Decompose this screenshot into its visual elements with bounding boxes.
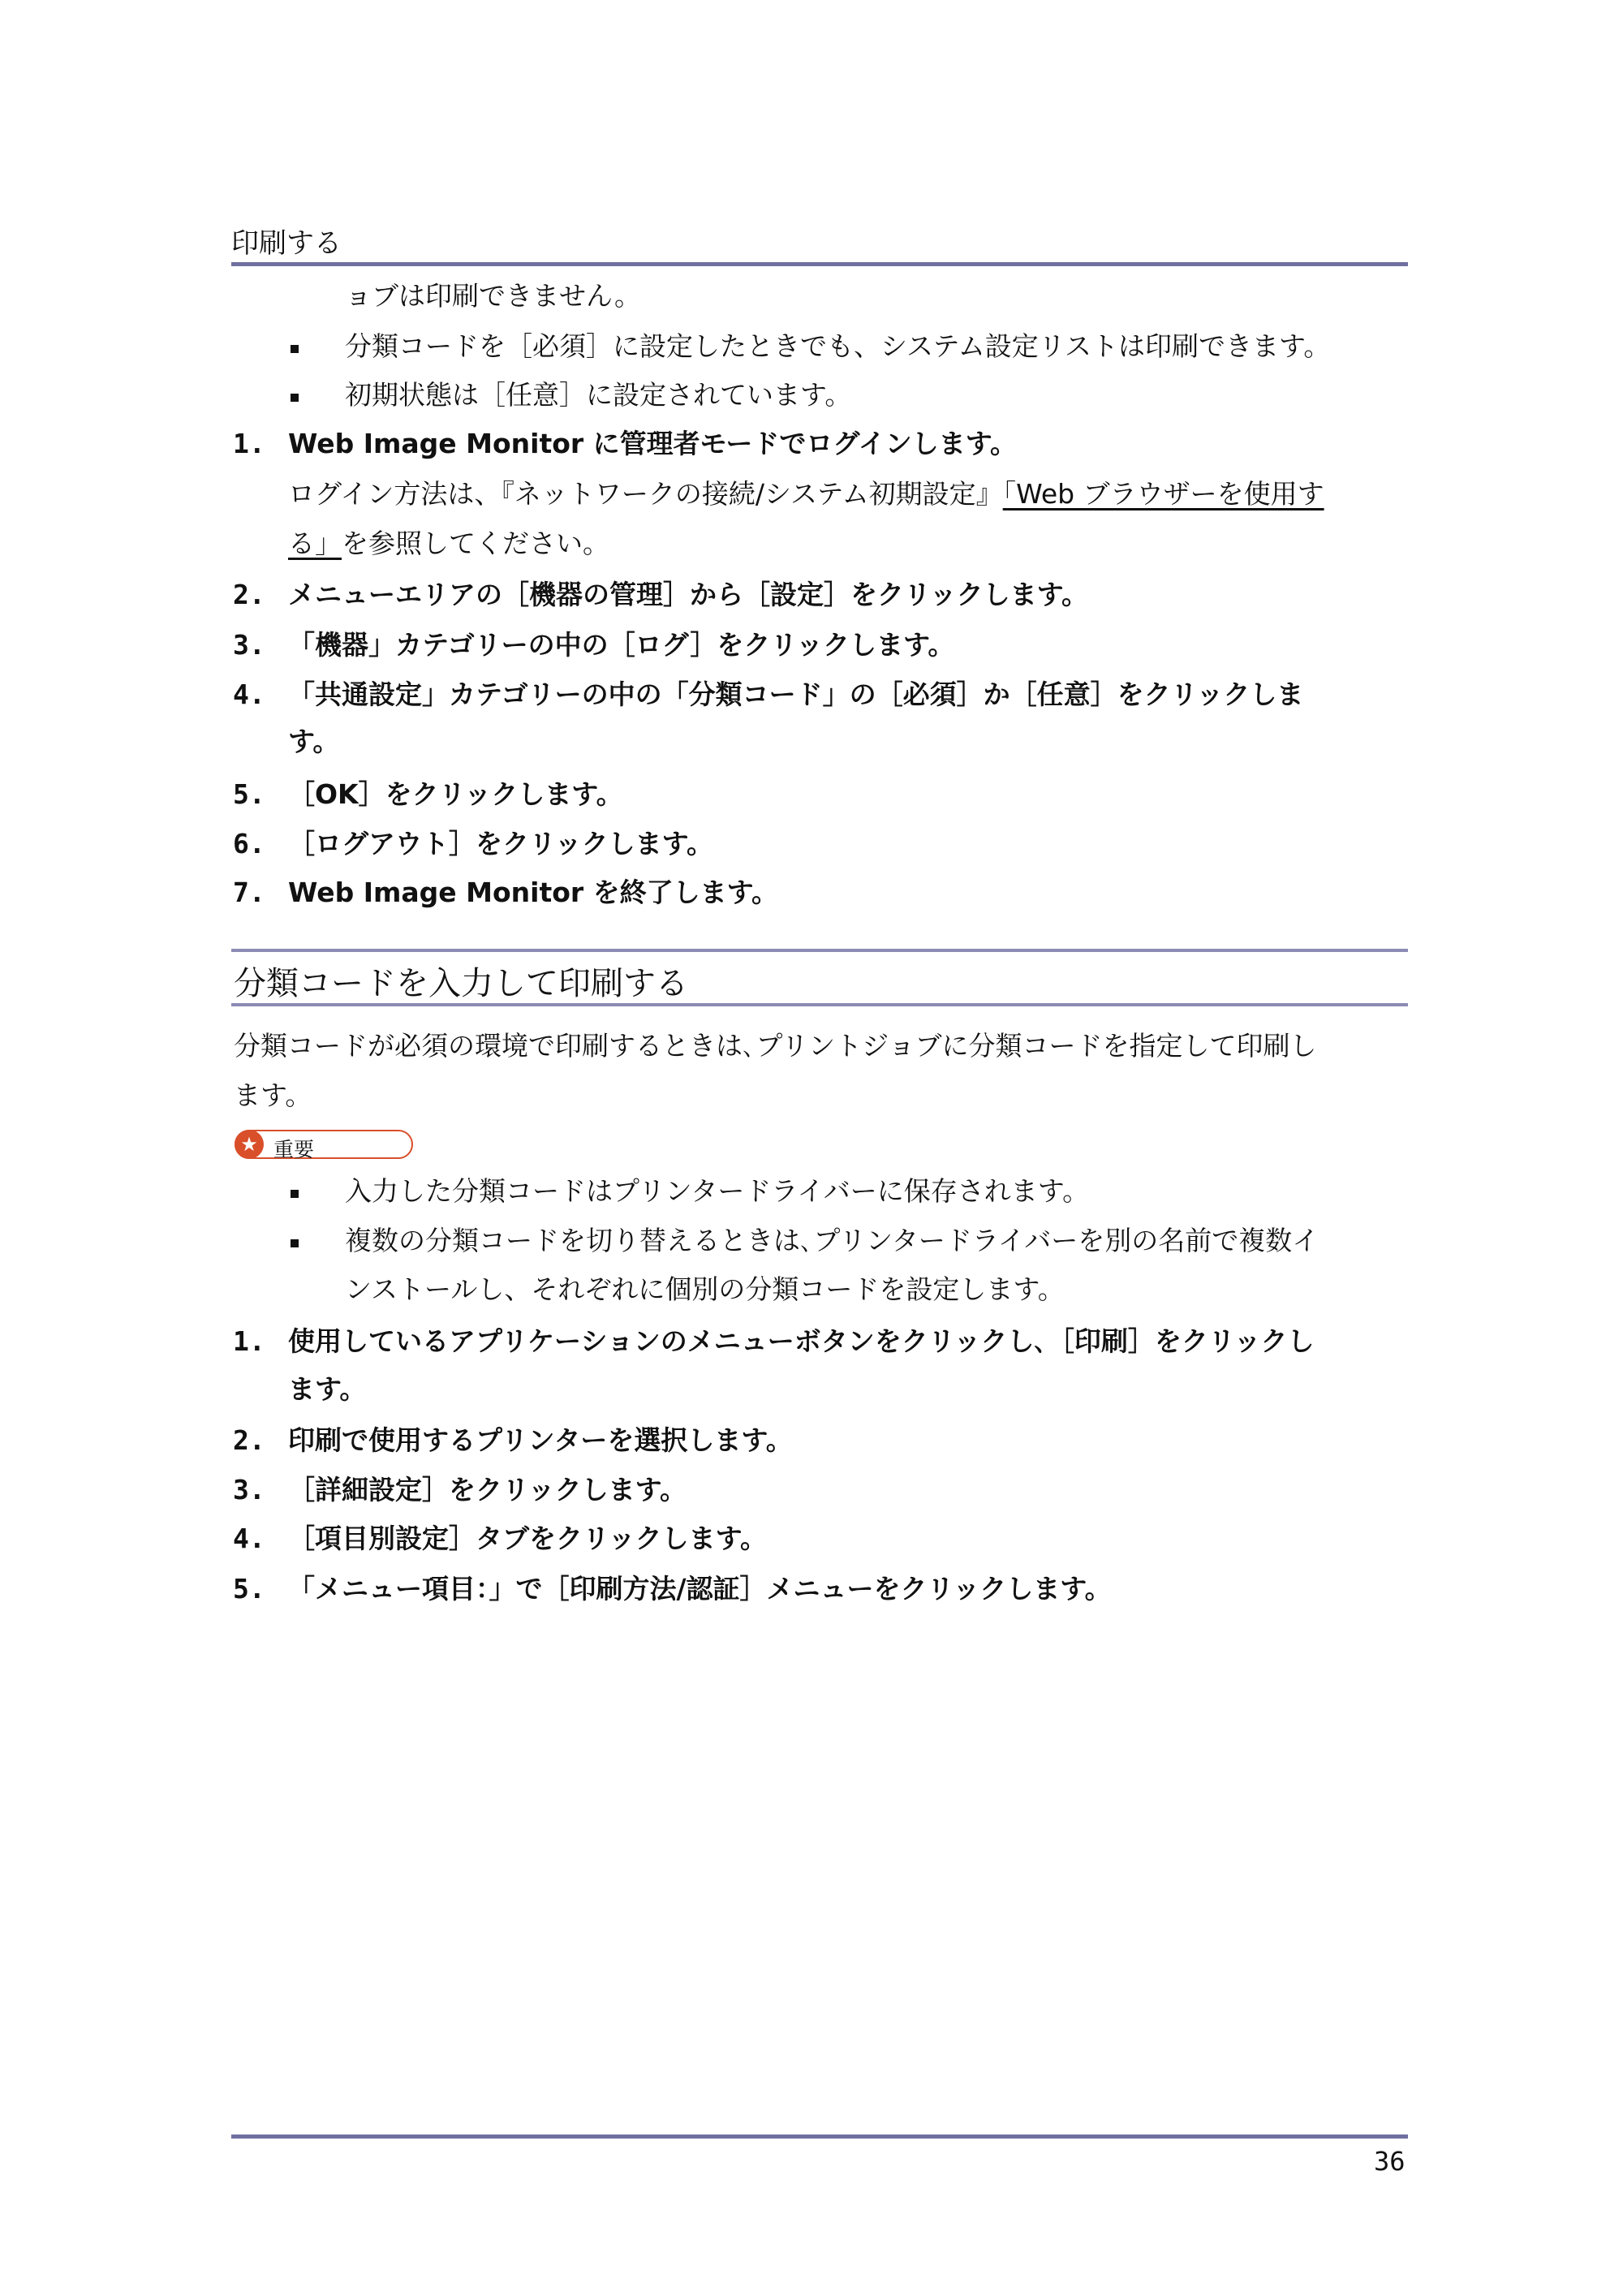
step-text: 「機器」カテゴリーの中の［ログ］をクリックします。 bbox=[288, 629, 955, 661]
step-number: 7. bbox=[233, 877, 265, 908]
step-number: 5. bbox=[233, 778, 265, 810]
important-badge bbox=[235, 1130, 413, 1159]
bullet-marker bbox=[291, 1239, 299, 1247]
step-number: 2. bbox=[233, 1424, 265, 1456]
bullet-item: 分類コードを［必須］に設定したときでも、システム設定リストは印刷できます。 bbox=[345, 330, 1331, 362]
step-text-cont: す。 bbox=[288, 726, 340, 757]
step-number: 3. bbox=[233, 1474, 265, 1506]
page-header-title: 印刷する bbox=[231, 227, 342, 260]
bullet-marker bbox=[291, 394, 299, 402]
footer-rule bbox=[231, 2134, 1408, 2139]
step-text: ［詳細設定］をクリックします。 bbox=[288, 1474, 687, 1506]
step-number: 6. bbox=[233, 828, 265, 859]
step-text: 「共通設定」カテゴリーの中の「分類コード」の［必須］か［任意］をクリックしま bbox=[288, 678, 1304, 710]
step-text: 印刷で使用するプリンターを選択します。 bbox=[288, 1424, 793, 1456]
section-intro: 分類コードが必須の環境で印刷するときは､プリントジョブに分類コードを指定して印刷し bbox=[234, 1030, 1317, 1062]
continuation-text: ョブは印刷できません。 bbox=[345, 280, 641, 312]
bullet-marker bbox=[291, 1190, 299, 1198]
step-text: メニューエリアの［機器の管理］から［設定］をクリックします。 bbox=[288, 579, 1089, 610]
step-text-cont: ます。 bbox=[288, 1373, 367, 1405]
step-note bbox=[288, 478, 1324, 510]
header-rule bbox=[231, 262, 1408, 266]
step-text: ［項目別設定］タブをクリックします。 bbox=[288, 1523, 768, 1554]
step-number: 3. bbox=[233, 629, 265, 661]
step-text: 「メニュー項目：」で［印刷方法/認証］メニューをクリックします。 bbox=[288, 1573, 1112, 1605]
bullet-item: 入力した分類コードはプリンタードライバーに保存されます。 bbox=[345, 1175, 1090, 1207]
section-intro-cont: ます。 bbox=[234, 1079, 312, 1111]
step-text: Web Image Monitor を終了します。 bbox=[288, 877, 779, 908]
step-number: 4. bbox=[233, 678, 265, 710]
section-rule-top bbox=[231, 949, 1408, 952]
step-number: 5. bbox=[233, 1573, 265, 1605]
important-label: 重要 bbox=[273, 1138, 315, 1161]
step-note-cont bbox=[288, 528, 609, 560]
step-number: 2. bbox=[233, 579, 265, 610]
bullet-item-cont: ンストールし、それぞれに個別の分類コードを設定します。 bbox=[345, 1273, 1065, 1305]
step-number: 1. bbox=[233, 1325, 265, 1357]
star-icon: ★ bbox=[235, 1130, 264, 1159]
note-prefix: ログイン方法は、『ネットワークの接続/システム初期設定』 bbox=[288, 478, 1003, 510]
bullet-item: 初期状態は［任意］に設定されています。 bbox=[345, 379, 852, 411]
bullet-marker bbox=[291, 345, 299, 353]
note-suffix: を参照してください。 bbox=[342, 528, 609, 559]
step-text: Web Image Monitor に管理者モードでログインします。 bbox=[288, 428, 1018, 459]
reference-link[interactable]: 「Web ブラウザーを使用す bbox=[1002, 478, 1324, 510]
step-text: ［OK］をクリックします。 bbox=[288, 778, 623, 810]
step-number: 1. bbox=[233, 428, 265, 459]
step-text: ［ログアウト］をクリックします。 bbox=[288, 828, 714, 859]
section-rule-bottom bbox=[231, 1003, 1408, 1006]
step-number: 4. bbox=[233, 1523, 265, 1554]
section-title: 分類コードを入力して印刷する bbox=[234, 965, 688, 1002]
page-number: 36 bbox=[1374, 2146, 1406, 2177]
step-text: 使用しているアプリケーションのメニューボタンをクリックし､［印刷］をクリックし bbox=[288, 1325, 1315, 1357]
reference-link-cont[interactable]: る」 bbox=[288, 528, 342, 559]
bullet-item: 複数の分類コードを切り替えるときは､プリンタードライバーを別の名前で複数イ bbox=[345, 1225, 1319, 1256]
